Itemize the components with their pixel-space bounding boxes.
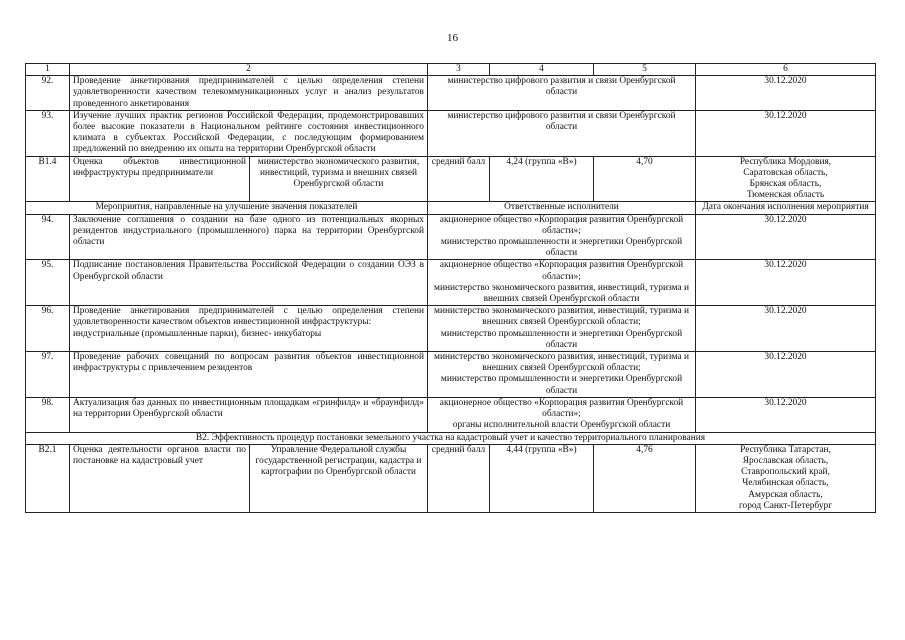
row-number: 94. <box>26 214 70 260</box>
responsible-line: министерство промышленности и энергетики Оренбургской области <box>440 328 683 350</box>
indicator-value: 4,44 (группа «В») <box>490 444 594 512</box>
section-title: В2. Эффективность процедур постановки земельного участка на кадастровый учет и качество территориального планирования <box>26 432 876 444</box>
benchmark-region: Ярославская область, <box>742 455 829 466</box>
measure-text: Изучение лучших практик регионов Российской Федерации, продемонстрировавших более высокие показатели в Национальном рейтинге состояния инвестиционного климата в субъектах Российской Федерации, с последующим формированием предложений по внедрению их опыта на территории Оренбургской области <box>70 110 428 156</box>
column-number: 6 <box>696 64 876 76</box>
responsible-line: органы исполнительной власти Оренбургской области <box>452 420 671 431</box>
measure-text <box>70 306 428 352</box>
measure-text: Проведение анкетирования предпринимателей с целью определения степени удовлетворенности качеством телекоммуникационных услуг и анализ результатов проведенного анкетирования <box>70 76 428 111</box>
row-number: 93. <box>26 110 70 156</box>
measure-text: Актуализация баз данных по инвестиционным площадкам «гринфилд» и «браунфилд» на территории Оренбургской области <box>70 397 428 432</box>
indicator-name: Оценка объектов инвестиционной инфраструктуры предприниматели <box>70 156 250 202</box>
table-row <box>26 260 876 306</box>
responsible-line: министерство промышленности и энергетики Оренбургской области <box>440 374 683 396</box>
indicator-row <box>26 444 876 512</box>
page-number: 16 <box>447 32 458 44</box>
deadline-date: 30.12.2020 <box>696 76 876 111</box>
table-row <box>26 352 876 398</box>
responsible-line: акционерное общество «Корпорация развития Оренбургской области»; <box>439 260 684 282</box>
measure-text: Подписание постановления Правительства Российской Федерации о создании ОЭЗ в Оренбургской области <box>70 260 428 306</box>
deadline-date: 30.12.2020 <box>696 110 876 156</box>
indicator-row <box>26 156 876 202</box>
responsible-line: министерство промышленности и энергетики Оренбургской области <box>440 237 683 259</box>
table-row <box>26 110 876 156</box>
responsible-text: министерство цифрового развития и связи Оренбургской области <box>428 76 696 111</box>
indicator-benchmarks <box>696 444 876 512</box>
responsible-line: акционерное общество «Корпорация развития Оренбургской области»; <box>439 214 684 236</box>
column-number: 2 <box>70 64 428 76</box>
indicator-ministry: министерство экономического развития, инвестиций, туризма и внешних связей Оренбургской области <box>250 156 428 202</box>
benchmark-region: Республика Татарстан, <box>740 444 831 455</box>
section-row <box>26 432 876 444</box>
measures-table <box>25 63 876 513</box>
indicator-unit: средний балл <box>428 156 490 202</box>
measure-text: Проведение рабочих совещаний по вопросам развития объектов инвестиционной инфраструктуры с привлечением резидентов <box>70 352 428 398</box>
indicator-ministry: Управление Федеральной службы государственной регистрации, кадастра и картографии по Оренбургской области <box>250 444 428 512</box>
indicator-target: 4,76 <box>594 444 696 512</box>
subheader-deadline: Дата окончания исполнения мероприятия <box>696 202 876 214</box>
deadline-date: 30.12.2020 <box>696 306 876 352</box>
benchmark-region: Амурская область, <box>748 489 823 500</box>
row-number: 98. <box>26 397 70 432</box>
row-number: 97. <box>26 352 70 398</box>
table-row <box>26 214 876 260</box>
measure-text-extra: индустриальные (промышленные парки), бизнес- инкубаторы <box>73 328 322 339</box>
indicator-benchmarks <box>696 156 876 202</box>
deadline-date: 30.12.2020 <box>696 352 876 398</box>
benchmark-region: Ставропольский край, <box>741 467 830 478</box>
benchmark-region: Тюменская область <box>746 190 825 201</box>
benchmark-region: Брянская область, <box>749 179 822 190</box>
table-row <box>26 76 876 111</box>
responsible-text <box>428 352 696 398</box>
subheader-measures: Мероприятия, направленные на улучшение значения показателей <box>26 202 428 214</box>
subheader-row <box>26 202 876 214</box>
responsible-line: акционерное общество «Корпорация развития Оренбургской области»; <box>439 397 684 420</box>
benchmark-region: Республика Мордовия, <box>739 156 832 167</box>
benchmark-region: Челябинская область, <box>742 478 829 489</box>
measure-text: Заключение соглашения о создании на базе одного из потенциальных якорных резидентов индустриального (промышленного) парка на территории Оренбургской области <box>70 214 428 260</box>
responsible-text <box>428 214 696 260</box>
indicator-target: 4,70 <box>594 156 696 202</box>
column-number-row <box>26 64 876 76</box>
indicator-code: В1.4 <box>26 156 70 202</box>
responsible-text: министерство цифрового развития и связи Оренбургской области <box>428 110 696 156</box>
measure-text-main: Проведение анкетирования предпринимателей с целью определения степени удовлетворенности качеством объектов инвестиционной инфраструктуры: <box>73 306 424 328</box>
indicator-code: В2.1 <box>26 444 70 512</box>
responsible-line: министерство экономического развития, инвестиций, туризма и внешних связей Оренбургской области <box>434 282 689 305</box>
indicator-unit: средний балл <box>428 444 490 512</box>
indicator-value: 4,24 (группа «В») <box>490 156 594 202</box>
column-number: 1 <box>26 64 70 76</box>
column-number: 3 <box>428 64 490 76</box>
row-number: 95. <box>26 260 70 306</box>
benchmark-region: город Санкт-Петербург <box>738 500 833 511</box>
row-number: 96. <box>26 306 70 352</box>
subheader-responsible: Ответственные исполнители <box>428 202 696 214</box>
responsible-text <box>428 397 696 432</box>
deadline-date: 30.12.2020 <box>696 214 876 260</box>
responsible-text <box>428 306 696 352</box>
table-row <box>26 397 876 432</box>
benchmark-region: Саратовская область, <box>743 167 828 178</box>
deadline-date: 30.12.2020 <box>696 397 876 432</box>
deadline-date: 30.12.2020 <box>696 260 876 306</box>
table-row <box>26 306 876 352</box>
responsible-line: министерство экономического развития, инвестиций, туризма и внешних связей Оренбургской области; <box>434 306 689 328</box>
responsible-line: министерство экономического развития, инвестиций, туризма и внешних связей Оренбургской области; <box>434 352 689 374</box>
row-number: 92. <box>26 76 70 111</box>
responsible-text <box>428 260 696 306</box>
column-number: 4 <box>490 64 594 76</box>
column-number: 5 <box>594 64 696 76</box>
indicator-name: Оценка деятельности органов власти по постановке на кадастровый учет <box>70 444 250 512</box>
